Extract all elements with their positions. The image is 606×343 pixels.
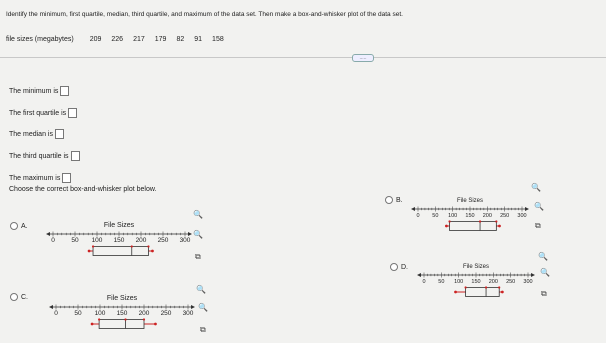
tick-label: 50 [74, 310, 82, 317]
answer-label: The third quartile is [9, 152, 69, 160]
minimum-input[interactable] [60, 86, 69, 96]
tick-label: 250 [506, 279, 516, 285]
tick-label: 300 [517, 213, 527, 219]
axis-arrow [531, 273, 535, 277]
axis-arrow [191, 305, 195, 309]
quartile-point [131, 245, 133, 247]
whisker-end-point [501, 291, 504, 294]
quartile-point [92, 245, 94, 247]
zoom-in-icon[interactable]: 🔍 [531, 183, 541, 192]
option-letter: C. [21, 293, 28, 301]
tick-label: 0 [416, 213, 420, 219]
whisker-end-point [91, 323, 94, 326]
tick-label: 50 [71, 237, 79, 244]
data-row [6, 36, 224, 43]
data-value: 91 [194, 36, 203, 43]
quartile-point [124, 318, 126, 320]
first-quartile-input[interactable] [68, 108, 77, 118]
quartile-point [147, 245, 149, 247]
tick-label: 150 [471, 279, 481, 285]
quartile-point [479, 220, 481, 222]
whisker-end-point [88, 250, 91, 253]
divider [0, 57, 606, 58]
plot-title: File Sizes [103, 222, 135, 229]
option-c-plot [48, 293, 198, 338]
quartile-point [498, 286, 500, 288]
whisker-end-point [151, 250, 154, 253]
third-quartile-input[interactable] [71, 151, 80, 161]
tick-label: 300 [182, 310, 194, 317]
tick-label: 0 [51, 237, 55, 244]
quartile-point [485, 286, 487, 288]
whisker-end-point [498, 225, 501, 228]
quartile-point [143, 318, 145, 320]
tick-label: 50 [438, 279, 445, 285]
tick-label: 100 [94, 310, 106, 317]
popout-icon[interactable]: ⧉ [200, 325, 206, 334]
answer-label: The first quartile is [9, 109, 67, 117]
tick-label: 200 [138, 310, 150, 317]
instructions: Identify the minimum, first quartile, median, third quartile, and maximum of the data set. Then make a box-and-whisker plot of the data set. [6, 11, 403, 18]
axis-arrow [411, 207, 415, 211]
tick-label: 300 [179, 237, 191, 244]
zoom-in-icon[interactable]: 🔍 [196, 285, 206, 294]
quartile-box [450, 222, 497, 231]
plot-title: File Sizes [106, 295, 138, 302]
data-value: 158 [212, 36, 224, 43]
data-value: 217 [133, 36, 145, 43]
axis-arrow [46, 232, 50, 236]
tick-label: 150 [113, 237, 125, 244]
axis-arrow [188, 232, 192, 236]
answer-minimum [9, 86, 69, 96]
option-b-radio[interactable] [385, 196, 403, 204]
popout-icon[interactable]: ⧉ [535, 221, 541, 230]
option-letter: A. [21, 222, 28, 230]
zoom-out-icon[interactable]: 🔍 [534, 202, 544, 211]
tick-label: 250 [500, 213, 510, 219]
quartile-point [98, 318, 100, 320]
tick-label: 150 [465, 213, 475, 219]
quartile-point [495, 220, 497, 222]
answer-median [9, 129, 64, 139]
tick-label: 150 [116, 310, 128, 317]
zoom-in-icon[interactable]: 🔍 [193, 210, 203, 219]
tick-label: 0 [422, 279, 426, 285]
tick-label: 100 [448, 213, 458, 219]
plot-title: File Sizes [462, 264, 490, 270]
quartile-box [93, 247, 148, 256]
zoom-out-icon[interactable]: 🔍 [540, 268, 550, 277]
zoom-in-icon[interactable]: 🔍 [538, 252, 548, 261]
data-value: 179 [154, 36, 167, 43]
option-a-plot [45, 220, 195, 265]
option-letter: B. [396, 196, 403, 204]
answer-label: The median is [9, 130, 53, 138]
quartile-box [99, 320, 144, 329]
whisker-end-point [445, 225, 448, 228]
radio-button[interactable] [390, 263, 398, 271]
tick-label: 50 [432, 213, 439, 219]
tick-label: 0 [54, 310, 58, 317]
data-label: file sizes (megabytes) [6, 36, 74, 43]
median-input[interactable] [55, 129, 64, 139]
expand-more-button[interactable]: ..... [352, 54, 374, 62]
option-d-plot [416, 261, 538, 301]
quartile-point [448, 220, 450, 222]
radio-button[interactable] [385, 196, 393, 204]
tick-label: 100 [91, 237, 103, 244]
answer-first-quartile [9, 108, 77, 118]
tick-label: 300 [523, 279, 533, 285]
quartile-box [466, 288, 500, 297]
popout-icon[interactable]: ⧉ [541, 289, 547, 298]
axis-arrow [417, 273, 421, 277]
option-a-radio[interactable] [10, 222, 28, 230]
option-d-radio[interactable] [390, 263, 408, 271]
whisker-end-point [454, 291, 457, 294]
tick-label: 200 [488, 279, 498, 285]
option-letter: D. [401, 263, 408, 271]
radio-button[interactable] [10, 222, 18, 230]
zoom-out-icon[interactable]: 🔍 [193, 230, 203, 239]
answer-label: The maximum is [9, 174, 61, 182]
axis-arrow [525, 207, 529, 211]
tick-label: 200 [135, 237, 147, 244]
answer-maximum [9, 173, 71, 183]
zoom-out-icon[interactable]: 🔍 [198, 303, 208, 312]
tick-label: 250 [160, 310, 172, 317]
maximum-input[interactable] [62, 173, 71, 183]
option-b-plot [410, 195, 532, 235]
data-value: 226 [111, 36, 124, 43]
radio-button[interactable] [10, 293, 18, 301]
tick-label: 200 [482, 213, 492, 219]
choose-prompt: Choose the correct box-and-whisker plot below. [9, 186, 157, 193]
axis-arrow [49, 305, 53, 309]
option-c-radio[interactable] [10, 293, 28, 301]
data-value: 82 [176, 36, 185, 43]
tick-label: 250 [157, 237, 169, 244]
popout-icon[interactable]: ⧉ [195, 252, 201, 261]
whisker-end-point [154, 323, 157, 326]
answer-label: The minimum is [9, 87, 59, 95]
data-value: 209 [89, 36, 102, 43]
quartile-point [465, 286, 467, 288]
tick-label: 100 [454, 279, 464, 285]
plot-title: File Sizes [456, 198, 484, 204]
answer-third-quartile [9, 151, 80, 161]
